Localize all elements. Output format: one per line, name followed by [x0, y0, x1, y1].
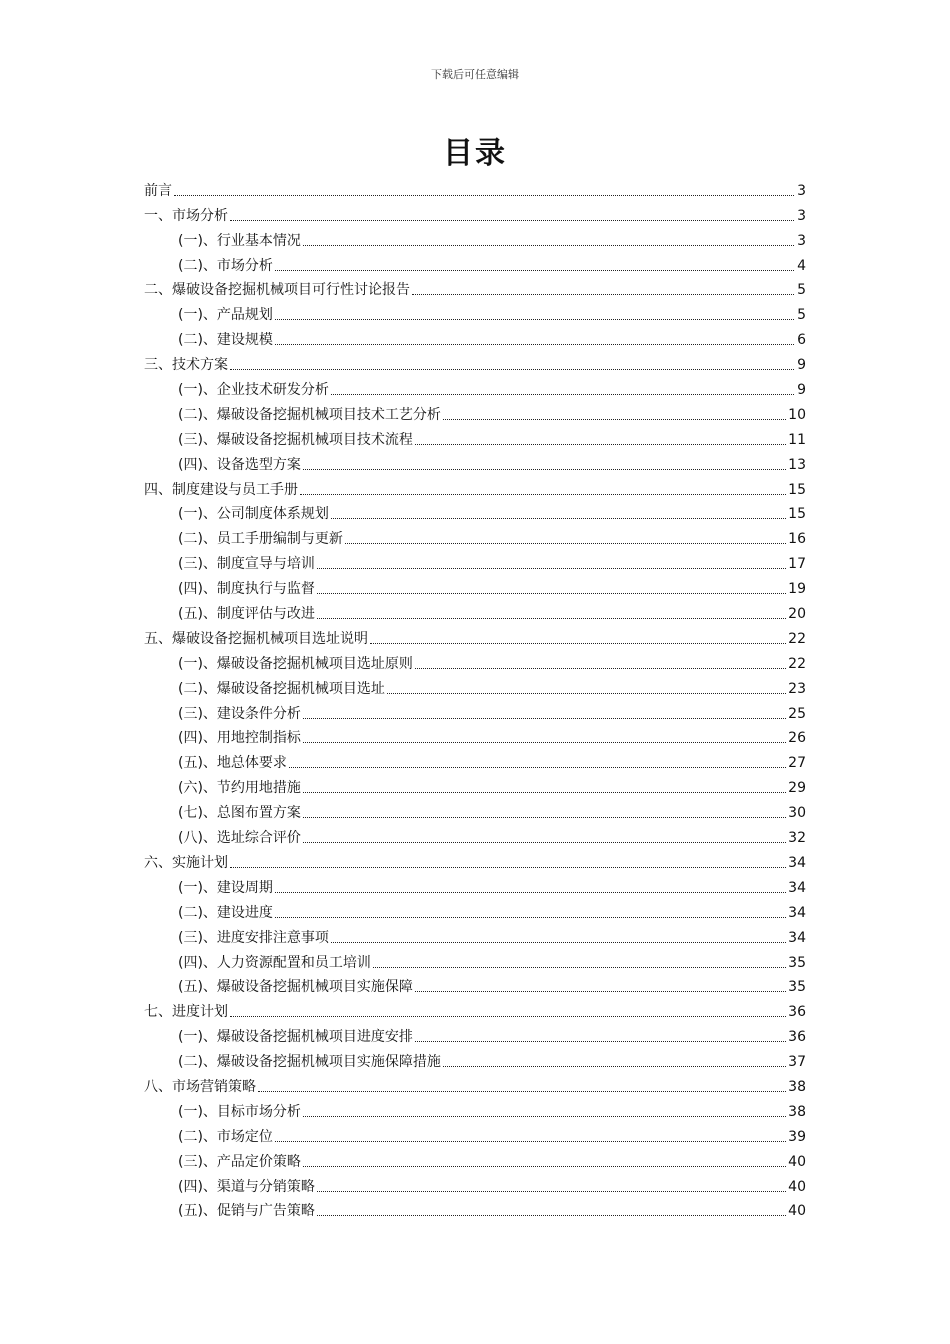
toc-dot-leader — [317, 567, 786, 569]
toc-entry-label: (四)、用地控制指标 — [178, 730, 301, 747]
toc-entry-label: (一)、产品规划 — [178, 307, 273, 324]
toc-entry-label: (二)、市场定位 — [178, 1128, 273, 1145]
toc-dot-leader — [303, 1165, 786, 1167]
toc-entry-page: 30 — [788, 805, 806, 822]
toc-dot-leader — [275, 916, 786, 918]
toc-entry[interactable] — [144, 225, 806, 250]
toc-entry[interactable] — [144, 698, 806, 723]
toc-dot-leader — [230, 219, 794, 221]
toc-entry[interactable] — [144, 1121, 806, 1146]
toc-dot-leader — [289, 766, 786, 768]
toc-entry-label: (一)、目标市场分析 — [178, 1103, 301, 1120]
toc-entry[interactable] — [144, 349, 806, 374]
toc-entry-label: (一)、建设周期 — [178, 879, 273, 896]
toc-entry-label: (二)、建设规模 — [178, 332, 273, 349]
toc-entry[interactable] — [144, 424, 806, 449]
toc-entry-page: 36 — [788, 1004, 806, 1021]
toc-dot-leader — [387, 692, 786, 694]
toc-dot-leader — [303, 468, 786, 470]
toc-entry[interactable] — [144, 548, 806, 573]
toc-entry-label: 前言 — [144, 182, 172, 199]
toc-entry-label: (四)、设备选型方案 — [178, 456, 301, 473]
toc-entry-page: 38 — [788, 1103, 806, 1120]
toc-entry-page: 32 — [788, 830, 806, 847]
toc-entry[interactable] — [144, 523, 806, 548]
toc-entry[interactable] — [144, 922, 806, 947]
toc-entry[interactable] — [144, 299, 806, 324]
toc-entry-label: (一)、爆破设备挖掘机械项目选址原则 — [178, 655, 413, 672]
toc-entry[interactable] — [144, 648, 806, 673]
toc-entry-page: 34 — [788, 854, 806, 871]
toc-entry-label: 五、爆破设备挖掘机械项目选址说明 — [144, 630, 368, 647]
toc-dot-leader — [258, 1090, 786, 1092]
toc-entry[interactable] — [144, 374, 806, 399]
toc-entry-label: 七、进度计划 — [144, 1004, 228, 1021]
toc-entry-page: 25 — [788, 705, 806, 722]
toc-entry[interactable] — [144, 250, 806, 275]
toc-dot-leader — [275, 891, 786, 893]
toc-entry-page: 4 — [797, 257, 806, 274]
toc-entry-page: 15 — [788, 506, 806, 523]
toc-entry-label: (五)、爆破设备挖掘机械项目实施保障 — [178, 979, 413, 996]
toc-entry-page: 35 — [788, 954, 806, 971]
toc-entry-page: 15 — [788, 481, 806, 498]
toc-entry-page: 39 — [788, 1128, 806, 1145]
toc-dot-leader — [443, 1065, 786, 1067]
toc-entry-page: 40 — [788, 1203, 806, 1220]
toc-entry-label: (三)、制度宣导与培训 — [178, 556, 315, 573]
toc-entry-label: (三)、进度安排注意事项 — [178, 929, 329, 946]
toc-dot-leader — [303, 841, 786, 843]
header-note: 下载后可任意编辑 — [431, 68, 519, 81]
toc-entry-page: 37 — [788, 1054, 806, 1071]
toc-dot-leader — [415, 990, 786, 992]
toc-entry-label: (三)、爆破设备挖掘机械项目技术流程 — [178, 431, 413, 448]
toc-title: 目录 — [443, 136, 507, 171]
toc-dot-leader — [373, 966, 786, 968]
toc-entry-label: (五)、地总体要求 — [178, 755, 287, 772]
toc-entry[interactable] — [144, 996, 806, 1021]
toc-entry[interactable] — [144, 623, 806, 648]
toc-dot-leader — [317, 1214, 786, 1216]
toc-entry-page: 13 — [788, 456, 806, 473]
toc-entry[interactable] — [144, 822, 806, 847]
toc-entry[interactable] — [144, 175, 806, 200]
toc-dot-leader — [317, 617, 786, 619]
toc-dot-leader — [303, 244, 794, 246]
toc-entry-label: (四)、渠道与分销策略 — [178, 1178, 315, 1195]
toc-dot-leader — [303, 1115, 786, 1117]
toc-entry[interactable] — [144, 947, 806, 972]
toc-entry-page: 3 — [797, 207, 806, 224]
toc-entry-label: (七)、总图布置方案 — [178, 805, 301, 822]
toc-entry[interactable] — [144, 1046, 806, 1071]
toc-dot-leader — [275, 343, 794, 345]
toc-entry-label: (四)、人力资源配置和员工培训 — [178, 954, 371, 971]
toc-entry-page: 27 — [788, 755, 806, 772]
toc-dot-leader — [303, 816, 786, 818]
toc-entry-page: 29 — [788, 780, 806, 797]
toc-dot-leader — [345, 542, 786, 544]
toc-dot-leader — [415, 1040, 786, 1042]
toc-entry-page: 19 — [788, 581, 806, 598]
toc-entry[interactable] — [144, 449, 806, 474]
toc-dot-leader — [230, 368, 794, 370]
toc-entry-page: 34 — [788, 929, 806, 946]
toc-dot-leader — [443, 418, 786, 420]
toc-entry-label: (二)、市场分析 — [178, 257, 273, 274]
toc-entry[interactable] — [144, 573, 806, 598]
toc-entry-label: (六)、节约用地措施 — [178, 780, 301, 797]
toc-dot-leader — [412, 293, 794, 295]
toc-entry-page: 9 — [797, 382, 806, 399]
toc-entry-page: 6 — [797, 332, 806, 349]
toc-entry-page: 17 — [788, 556, 806, 573]
toc-entry-page: 36 — [788, 1029, 806, 1046]
toc-dot-leader — [275, 318, 794, 320]
toc-entry[interactable] — [144, 399, 806, 424]
toc-entry-label: (二)、建设进度 — [178, 904, 273, 921]
toc-entry[interactable] — [144, 1196, 806, 1221]
toc-entry-page: 35 — [788, 979, 806, 996]
toc-entry-label: 一、市场分析 — [144, 207, 228, 224]
toc-entry[interactable] — [144, 1171, 806, 1196]
toc-dot-leader — [415, 667, 786, 669]
toc-entry-label: (二)、爆破设备挖掘机械项目技术工艺分析 — [178, 406, 441, 423]
toc-entry[interactable] — [144, 200, 806, 225]
toc-entry[interactable] — [144, 723, 806, 748]
toc-entry-label: 二、爆破设备挖掘机械项目可行性讨论报告 — [144, 282, 410, 299]
toc-dot-leader — [303, 741, 786, 743]
toc-entry[interactable] — [144, 474, 806, 499]
toc-entry-page: 5 — [797, 307, 806, 324]
toc-entry-page: 22 — [788, 655, 806, 672]
toc-entry-page: 23 — [788, 680, 806, 697]
toc-entry-label: (三)、产品定价策略 — [178, 1153, 301, 1170]
toc-entry-page: 34 — [788, 879, 806, 896]
toc-entry-page: 9 — [797, 357, 806, 374]
toc-dot-leader — [174, 194, 794, 196]
toc-dot-leader — [230, 1015, 786, 1017]
toc-entry-label: (一)、行业基本情况 — [178, 232, 301, 249]
toc-dot-leader — [303, 717, 786, 719]
toc-dot-leader — [331, 517, 786, 519]
toc-entry-page: 5 — [797, 282, 806, 299]
toc-entry[interactable] — [144, 598, 806, 623]
toc-dot-leader — [331, 393, 794, 395]
toc-entry-label: (一)、企业技术研发分析 — [178, 382, 329, 399]
toc-entry-page: 3 — [797, 182, 806, 199]
toc-entry-label: (一)、爆破设备挖掘机械项目进度安排 — [178, 1029, 413, 1046]
toc-entry-label: (一)、公司制度体系规划 — [178, 506, 329, 523]
toc-entry-label: (三)、建设条件分析 — [178, 705, 301, 722]
toc-entry-page: 16 — [788, 531, 806, 548]
toc-entry[interactable] — [144, 324, 806, 349]
toc-entry[interactable] — [144, 1021, 806, 1046]
toc-dot-leader — [370, 642, 786, 644]
toc-entry-label: (二)、爆破设备挖掘机械项目选址 — [178, 680, 385, 697]
toc-entry-page: 3 — [797, 232, 806, 249]
toc-dot-leader — [317, 1190, 786, 1192]
toc-entry-page: 38 — [788, 1078, 806, 1095]
toc-dot-leader — [300, 493, 786, 495]
toc-entry-label: 四、制度建设与员工手册 — [144, 481, 298, 498]
toc-entry-label: (二)、爆破设备挖掘机械项目实施保障措施 — [178, 1054, 441, 1071]
toc-entry[interactable] — [144, 1146, 806, 1171]
toc-dot-leader — [303, 791, 786, 793]
table-of-contents — [144, 175, 806, 1220]
toc-dot-leader — [317, 592, 786, 594]
toc-entry[interactable] — [144, 797, 806, 822]
toc-entry-label: (五)、制度评估与改进 — [178, 606, 315, 623]
toc-dot-leader — [331, 941, 786, 943]
toc-entry-label: (四)、制度执行与监督 — [178, 581, 315, 598]
toc-entry-label: (五)、促销与广告策略 — [178, 1203, 315, 1220]
toc-entry-page: 26 — [788, 730, 806, 747]
toc-dot-leader — [275, 269, 794, 271]
toc-entry-label: 三、技术方案 — [144, 357, 228, 374]
toc-entry[interactable] — [144, 499, 806, 524]
toc-entry[interactable] — [144, 1096, 806, 1121]
toc-entry[interactable] — [144, 275, 806, 300]
toc-dot-leader — [230, 866, 786, 868]
toc-entry[interactable] — [144, 847, 806, 872]
toc-entry[interactable] — [144, 772, 806, 797]
toc-entry-page: 20 — [788, 606, 806, 623]
toc-entry[interactable] — [144, 897, 806, 922]
toc-dot-leader — [415, 443, 786, 445]
toc-entry-page: 10 — [788, 406, 806, 423]
toc-entry[interactable] — [144, 673, 806, 698]
toc-entry-page: 11 — [788, 431, 806, 448]
toc-entry-page: 40 — [788, 1178, 806, 1195]
toc-entry-label: 六、实施计划 — [144, 854, 228, 871]
toc-entry[interactable] — [144, 872, 806, 897]
toc-dot-leader — [275, 1140, 786, 1142]
toc-entry[interactable] — [144, 1071, 806, 1096]
toc-entry-page: 22 — [788, 630, 806, 647]
toc-entry[interactable] — [144, 972, 806, 997]
toc-entry-page: 34 — [788, 904, 806, 921]
toc-entry-label: (二)、员工手册编制与更新 — [178, 531, 343, 548]
toc-entry-label: 八、市场营销策略 — [144, 1078, 256, 1095]
toc-entry-label: (八)、选址综合评价 — [178, 830, 301, 847]
toc-entry[interactable] — [144, 747, 806, 772]
toc-entry-page: 40 — [788, 1153, 806, 1170]
